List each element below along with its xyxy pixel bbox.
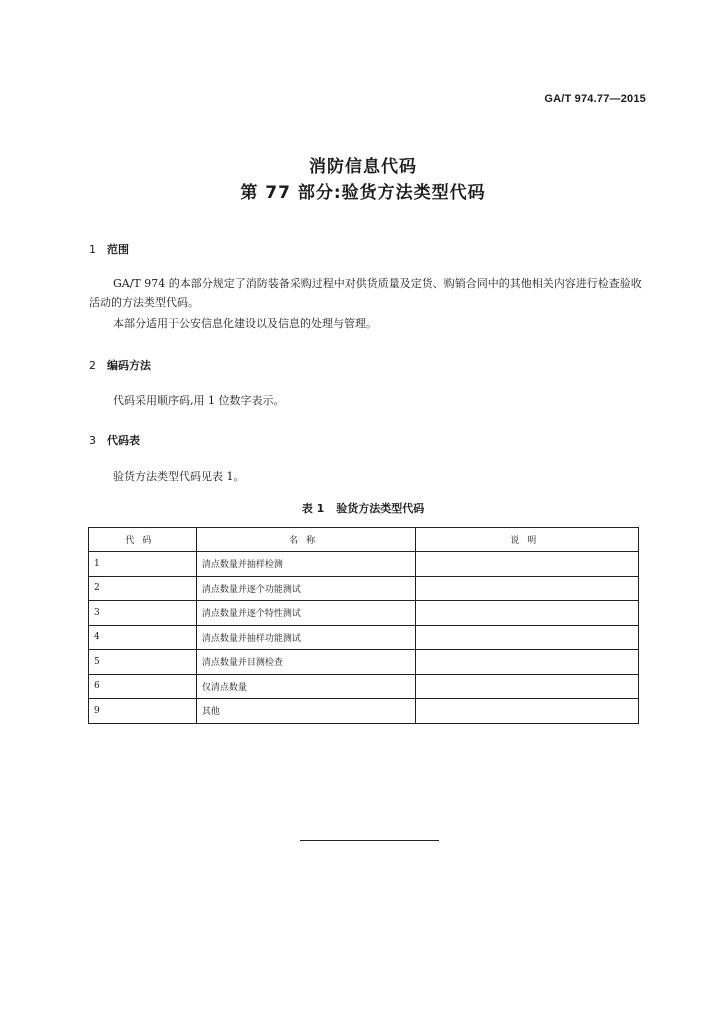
- header-code: 代码: [89, 528, 197, 552]
- code-cell: 5: [89, 650, 197, 675]
- paragraph-text: 本部分适用于公安信息化建设以及信息的处理与管理。: [113, 317, 377, 330]
- name-cell: 其他: [196, 699, 416, 724]
- table-row: [89, 552, 639, 577]
- paragraph-text: 验货方法类型代码见表 1。: [113, 470, 245, 483]
- scope-paragraph-2: [89, 314, 649, 333]
- end-of-document-rule: [300, 840, 439, 841]
- paragraph-text: 代码采用顺序码,用 1 位数字表示。: [113, 394, 285, 407]
- header-description: 说明: [416, 528, 639, 552]
- title-block: [0, 154, 726, 206]
- name-cell: 仅清点数量: [196, 674, 416, 699]
- section-title: 代码表: [107, 434, 140, 447]
- description-cell: [416, 576, 639, 601]
- table-title: 验货方法类型代码: [336, 502, 425, 515]
- name-cell: 清点数量并抽样功能测试: [196, 625, 416, 650]
- table-row: [89, 674, 639, 699]
- table-row: [89, 601, 639, 626]
- section-number: 2: [89, 359, 96, 372]
- name-cell: 清点数量并目测检查: [196, 650, 416, 675]
- code-table: [88, 527, 639, 724]
- description-cell: [416, 552, 639, 577]
- code-cell: 1: [89, 552, 197, 577]
- description-cell: [416, 625, 639, 650]
- code-table-paragraph: [89, 467, 649, 486]
- header-name: 名称: [196, 528, 416, 552]
- table-header-row: [89, 528, 639, 552]
- name-cell: 清点数量并逐个特性测试: [196, 601, 416, 626]
- section-heading-coding-method: [89, 357, 151, 373]
- table-row: [89, 625, 639, 650]
- code-cell: 9: [89, 699, 197, 724]
- section-title: 范围: [107, 243, 129, 256]
- table-caption: [0, 500, 726, 516]
- section-heading-code-table: [89, 432, 140, 448]
- table-row: [89, 650, 639, 675]
- section-heading-scope: [89, 241, 129, 257]
- table-number: 表 1: [301, 502, 325, 515]
- scope-paragraph-1: [89, 274, 649, 312]
- description-cell: [416, 650, 639, 675]
- document-code: GA/T 974.77—2015: [544, 93, 646, 105]
- description-cell: [416, 699, 639, 724]
- description-cell: [416, 674, 639, 699]
- part-title: 第 77 部分:验货方法类型代码: [240, 183, 486, 203]
- section-title: 编码方法: [107, 359, 151, 372]
- code-cell: 4: [89, 625, 197, 650]
- coding-method-paragraph: [89, 391, 649, 410]
- code-cell: 2: [89, 576, 197, 601]
- section-number: 3: [89, 434, 96, 447]
- code-cell: 3: [89, 601, 197, 626]
- table-row: [89, 576, 639, 601]
- table-row: [89, 699, 639, 724]
- name-cell: 清点数量并抽样检测: [196, 552, 416, 577]
- name-cell: 清点数量并逐个功能测试: [196, 576, 416, 601]
- description-cell: [416, 601, 639, 626]
- standard-title: 消防信息代码: [309, 157, 417, 177]
- code-cell: 6: [89, 674, 197, 699]
- section-number: 1: [89, 243, 96, 256]
- paragraph-text: GA/T 974 的本部分规定了消防装备采购过程中对供货质量及定货、购销合同中的其他相关内容进行检查验收活动的方法类型代码。: [89, 277, 642, 309]
